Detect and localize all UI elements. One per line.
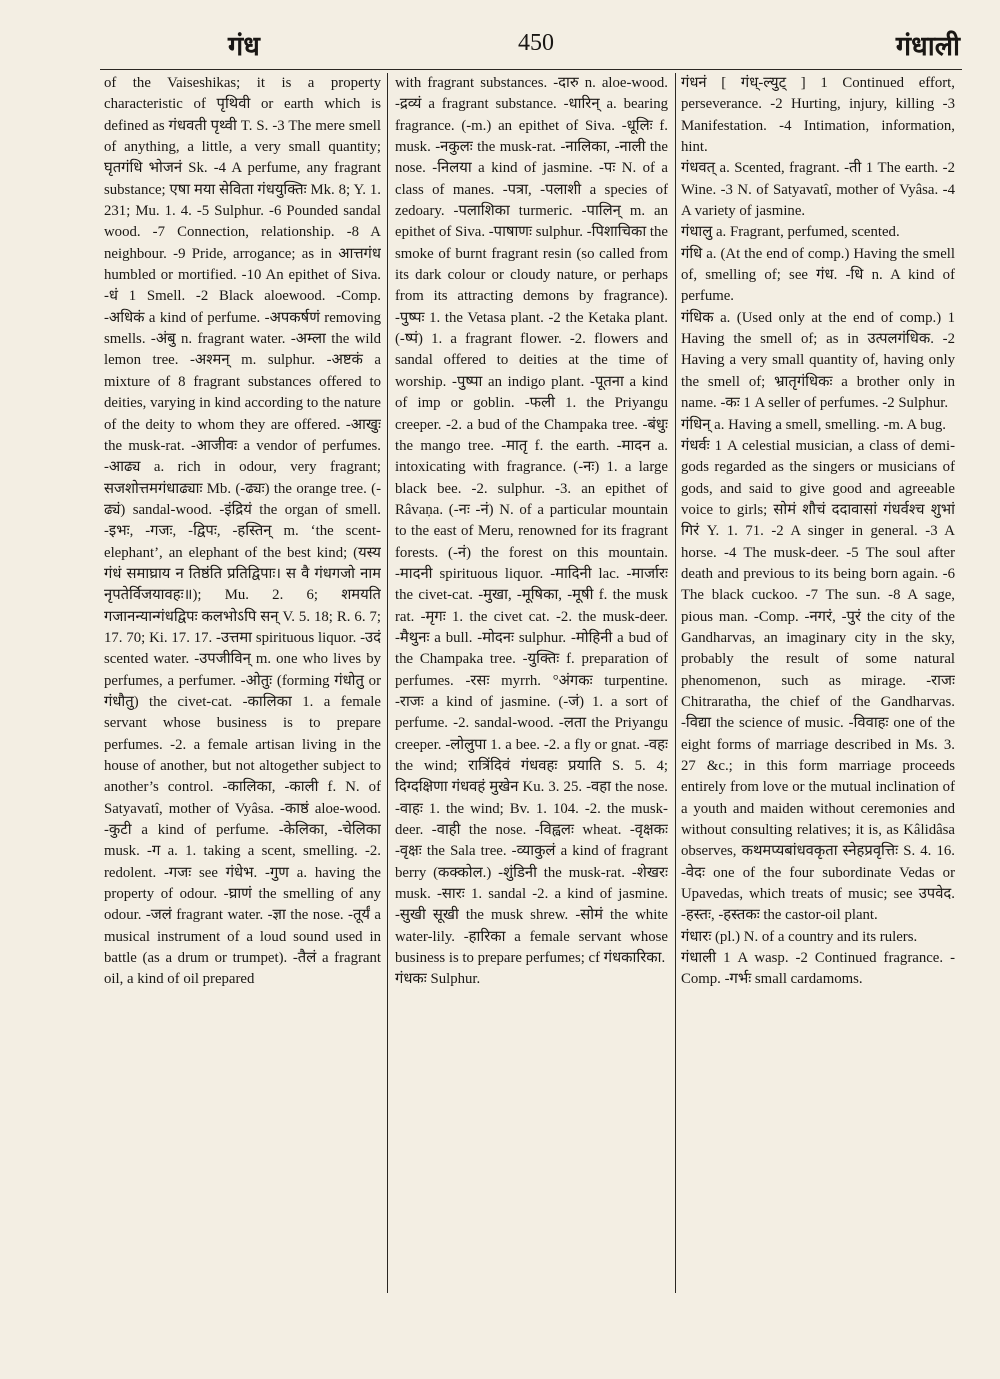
entry-gandhalu: गंधालु a. Fragrant, perfumed, scented. bbox=[681, 224, 900, 241]
column-3 bbox=[681, 73, 955, 1291]
header-rule bbox=[100, 69, 962, 70]
entry-gandhana: गंधनं [ गंध्-ल्युट् ] 1 Continued effort, perseverance. -2 Hurting, injury, killing -3 Manifestation. -4 Intimation, information, hint. bbox=[681, 75, 955, 156]
column-divider-2 bbox=[675, 73, 676, 1293]
entry-gandhavat: गंधवत् a. Scented, fragrant. -ती 1 The earth. -2 Wine. -3 N. of Satyavatî, mother of Vyâsa. -4 A variety of jasmine. bbox=[681, 160, 955, 220]
entry-gandhi: गंधि a. (At the end of comp.) Having the smell of, smelling of; see गंध. -धि n. A kind of perfume. bbox=[681, 245, 955, 305]
column-divider-1 bbox=[387, 73, 388, 1293]
entry-gandhika: गंधिक a. (Used only at the end of comp.) 1 Having the smell of; as in उत्पलगंधिक. -2 Having a very small quantity of, having only the smell of; भ्रातृगंधिकः a brother only in name. -कः 1 A seller of perfumes. -2 Sulphur. bbox=[681, 309, 955, 412]
right-running-headword: गंधाली bbox=[895, 31, 960, 62]
entry-gandhara: गंधारः (pl.) N. of a country and its rulers. bbox=[681, 928, 918, 945]
left-running-headword: गंध bbox=[228, 31, 260, 62]
entry-gandhali: गंधाली 1 A wasp. -2 Continued fragrance. -Comp. -गर्भः small cardamoms. bbox=[681, 950, 955, 988]
column-1-text: of the Vaiseshikas; it is a property characteristic of पृथिवी or earth which is defined as गंधवती पृथ्वी T. S. -3 The mere smell of anything, a little, a very small quantity; घृतगंधि भोजनं Sk. -4 A perfume, any fragrant substance; एषा मया सेविता गंधयुक्तिः Mk. 8; Y. 1. 231; Mu. 1. 4. -5 Sulphur. -6 Pounded sandal wood. -7 Connection, relationship. -8 A neighbour. -9 Pride, arrogance; as in आत्तगंध humbled or mortified. -10 An epithet of Siva. -धं 1 Smell. -2 Black aloewood. -Comp. -अधिकं a kind of perfume. -अपकर्षणं removing smells. -अंबु n. fragrant water. -अम्ला the wild lemon tree. -अश्मन् m. sulphur. -अष्टकं a mixture of 8 fragrant substances offered to deities, varying in kind according to the nature of the deity to whom they are offered. -आखुः the musk-rat. -आजीवः a vendor of perfumes. -आढ्य a. rich in odour, very fragrant; सजशोत्तमगंधाढ्याः Mb. (-ढ्यः) the orange tree. (-ढ्यं) sandal-wood. -इंद्रियं the organ of smell. -इभः, -गजः, -द्विपः, -हस्तिन् m. ‘the scent-elephant’, an elephant of the best kind; (यस्य गंधं समाघ्राय न तिष्ठंति प्रतिद्विपाः। स वै गंधगजो नाम नृपतेर्विजयावहः॥); Mu. 2. 6; शमयति गजानन्यान्गंधद्विपः कलभोऽपि सन् V. 5. 18; R. 6. 7; 17. 70; Ki. 17. 17. -उत्तमा spirituous liquor. -उदं scented water. -उपजीविन् m. one who lives by perfumes, a perfumer. -ओतुः (forming गंधोतु or गंधौतु) the civet-cat. -कालिका 1. a female servant whose business is to prepare perfumes. -2. a female artisan living in the house of another, but not altogether subject to another’s control. -कालिका, -काली f. N. of Satyavatî, mother of Vyâsa. -काष्ठं aloe-wood. -कुटी a kind of perfume. -केलिका, -चेलिका musk. -ग a. 1. taking a scent, smelling. -2. redolent. -गजः see गंधेभ. -गुण a. having the property of odour. -घ्राणं the smelling of any odour. -जलं fragrant water. -ज्ञा the nose. -तूर्यं a musical instrument of a loud sound used in battle (as a drum or trumpet). -तैलं a fragrant oil, a kind of oil prepared bbox=[104, 75, 381, 988]
entry-gandharva: गंधर्वः 1 A celestial musician, a class of demi-gods regarded as the singers or musicians of gods, and said to give good and agreeable voice to girls; सोमं शौचं ददावासां गंधर्वश्च शुभां गिरं Y. 1. 71. -2 A singer in general. -3 A horse. -4 The musk-deer. -5 The soul after death and previous to its being born again. -6 The black cuckoo. -7 The sun. -8 A sage, pious man. -Comp. -नगरं, -पुरं the city of the Gandharvas, an imaginary city in the sky, probably the result of some natural phenomenon, such as mirage. -राजः Chitraratha, the chief of the Gandharvas. -विद्या the science of music. -विवाहः one of the eight forms of marriage described in Ms. 3. 27 &c.; in this form marriage proceeds entirely from love or the mutual inclination of a youth and maiden without ceremonies and without consulting relatives; it is, as Kâlidâsa observes, कथमप्यबांधवकृता स्नेहप्रवृत्तिः S. 4. 16. -वेदः one of the four subordinate Vedas or Upavedas, which treats of music; see उपवेद. -हस्तः, -हस्तकः the castor-oil plant. bbox=[681, 437, 955, 924]
entry-gandhin: गंधिन् a. Having a smell, smelling. -m. A bug. bbox=[681, 416, 946, 433]
column-2 bbox=[395, 73, 668, 1291]
page-number: 450 bbox=[518, 30, 554, 56]
column-1 bbox=[104, 73, 381, 1291]
entry-gandhaka: गंधकः Sulphur. bbox=[395, 971, 481, 988]
column-2-text: with fragrant substances. -दारु n. aloe-wood. -द्रव्यं a fragrant substance. -धारिन् a. bearing fragrance. (-m.) an epithet of Siva. -धूलिः f. musk. -नकुलः the musk-rat. -नालिका, -नाली the nose. -निलया a kind of jasmine. -पः N. of a class of manes. -पत्रा, -पलाशी a species of zedoary. -पलाशिका turmeric. -पालिन् m. an epithet of Siva. -पाषाणः sulphur. -पिशाचिका the smoke of burnt fragrant resin (so called from its dark colour or cloudy nature, or perhaps from its attracting demons by fragrance). -पुष्पः 1. the Vetasa plant. -2 the Ketaka plant. (-ष्पं) 1. a fragrant flower. -2. flowers and sandal offered to deities at the time of worship. -पुष्पा an indigo plant. -पूतना a kind of imp or goblin. -फली 1. the Priyangu creeper. -2. a bud of the Champaka tree. -बंधुः the mango tree. -मातृ f. the earth. -मादन a. intoxicating with fragrance. (-नः) 1. a large black bee. -2. sulphur. -3. an epithet of Râvaṇa. (-नः -नं) N. of a particular mountain to the east of Meru, renowned for its fragrant forests. (-नं) the forest on this mountain. -मादनी spirituous liquor. -मादिनी lac. -मार्जारः the civet-cat. -मुखा, -मूषिका, -मूषी f. the musk rat. -मृगः 1. the civet cat. -2. the musk-deer. -मैथुनः a bull. -मोदनः sulphur. -मोहिनी a bud of the Champaka tree. -युक्तिः f. preparation of perfumes. -रसः myrrh. °अंगकः turpentine. -राजः a kind of jasmine. (-जं) 1. a sort of perfume. -2. sandal-wood. -लता the Priyangu creeper. -लोलुपा 1. a bee. -2. a fly or gnat. -वहः the wind; रात्रिंदिवं गंधवहः प्रयाति S. 5. 4; दिग्दक्षिणा गंधवहं मुखेन Ku. 3. 25. -वहा the nose. -वाहः 1. the wind; Bv. 1. 104. -2. the musk-deer. -वाही the nose. -विह्वलः wheat. -वृक्षकः -वृक्षः the Sala tree. -व्याकुलं a kind of fragrant berry (कक्कोल.) -शुंडिनी the musk-rat. -शेखरः musk. -सारः 1. sandal -2. a kind of jasmine. -सुखी सूखी the musk shrew. -सोमं the white water-lily. -हारिका a female servant whose business is to prepare perfumes; cf गंधकारिका. bbox=[395, 75, 668, 967]
